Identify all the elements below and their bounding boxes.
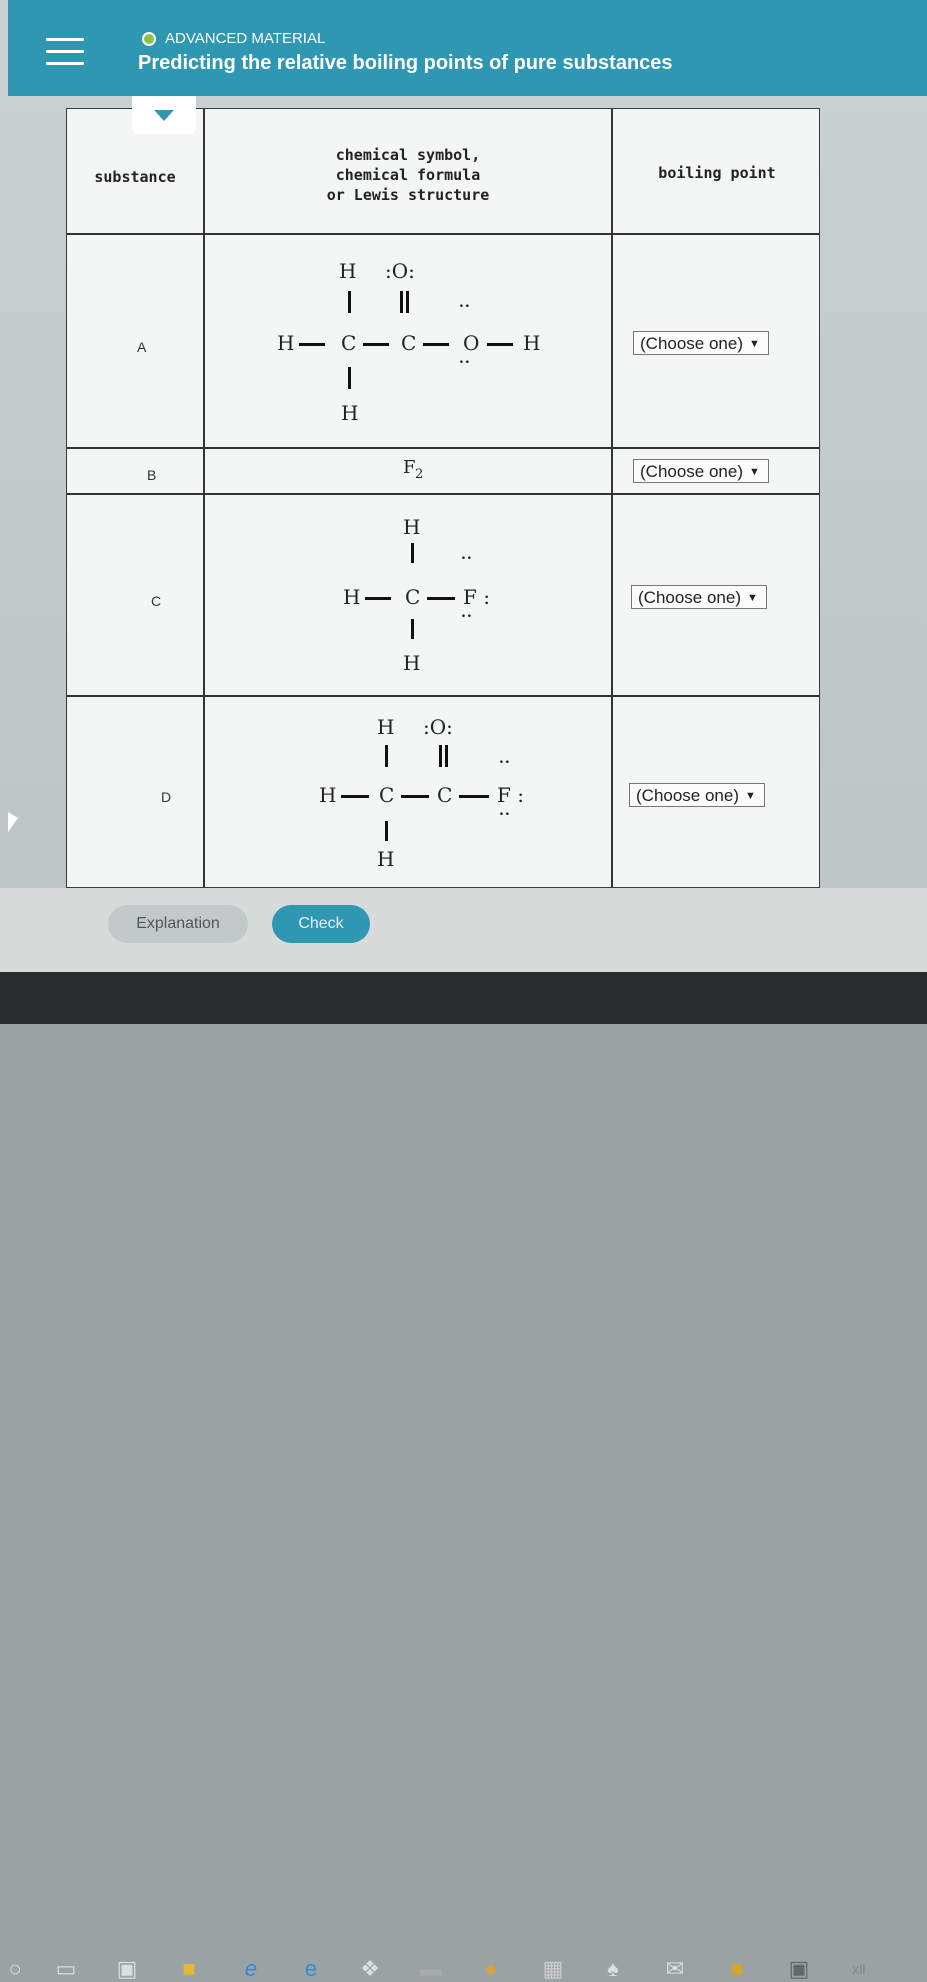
page-title: Predicting the relative boiling points of pure substances [138,52,673,74]
section-label [142,30,325,47]
column-divider [611,109,613,887]
app-icon[interactable]: ▬ [420,1956,442,1981]
bond [299,343,325,346]
bond [459,795,489,798]
boiling-point-select-b[interactable] [633,459,769,483]
ie-icon[interactable]: e [304,1956,318,1981]
excel-icon[interactable]: xⅡ [852,1961,866,1977]
atom-c: C [437,783,453,807]
bond [427,597,455,600]
bond [341,795,369,798]
bond [445,745,448,767]
boiling-point-select-d[interactable] [629,783,765,807]
solitaire-icon[interactable]: ♠ [607,1956,619,1981]
substance-label: C [151,593,162,609]
atom-o-carbonyl: :O: [423,715,453,739]
atom-h-top: H [403,515,421,539]
boiling-point-select-c[interactable] [631,585,767,609]
mouse-cursor-icon [8,812,18,832]
header-boiling-point: boiling point [658,164,776,182]
substance-label: D [161,789,172,805]
taskbar [0,972,927,1981]
bond [365,597,391,600]
atom-f: F : [463,585,490,609]
dropdown-arrow-icon: ▼ [747,592,758,604]
cortana-circle-icon[interactable]: ○ [8,1956,22,1981]
header-substance: substance [94,168,176,186]
bond [406,291,409,313]
atom-c: C [401,331,417,355]
select-value: (Choose one) [636,786,740,805]
lone-pair: .. [461,547,473,563]
section-label-text: ADVANCED MATERIAL [165,30,326,47]
app-window [0,0,927,972]
chrome-icon[interactable]: ● [484,1956,498,1981]
dropbox-icon[interactable]: ❖ [360,1956,380,1981]
row-divider [67,233,819,235]
file-explorer-icon[interactable]: ■ [182,1956,196,1981]
atom-h: H [277,331,295,355]
store-icon[interactable]: ▣ [116,1956,138,1981]
column-divider [203,109,205,887]
mail-icon[interactable]: ✉ [665,1956,685,1981]
atom-h-top: H [339,259,357,283]
boiling-point-select-a[interactable] [633,331,769,355]
word-icon[interactable]: ▣ [788,1956,810,1981]
atom-h-bottom: H [377,847,395,871]
bond [348,367,351,389]
menu-icon[interactable] [46,38,84,68]
header-structure-line1: chemical symbol, [335,146,481,164]
substances-table [66,108,820,888]
dropdown-arrow-icon: ▼ [745,790,756,802]
substance-label: B [147,467,157,483]
edge-icon[interactable]: e [244,1956,258,1981]
explanation-button[interactable]: Explanation [108,905,248,943]
formula-subscript: 2 [415,467,424,482]
lone-pair: .. [461,605,473,621]
top-header [8,0,927,96]
atom-h: H [523,331,541,355]
lone-pair: .. [459,295,471,311]
atom-c: C [405,585,421,609]
calculator-icon[interactable]: ▦ [542,1956,564,1981]
collapse-tab[interactable] [132,96,196,134]
lone-pair: .. [459,351,471,367]
bond [411,543,414,563]
atom-o: O [463,331,480,355]
atom-c: C [341,331,357,355]
header-structure-line3: or Lewis structure [326,186,490,204]
select-value: (Choose one) [638,588,742,607]
bond [400,291,403,313]
bond [385,745,388,767]
atom-h: H [319,783,337,807]
check-button[interactable]: Check [272,905,370,943]
atom-h-top: H [377,715,395,739]
task-view-icon[interactable]: ▭ [55,1956,77,1981]
sticky-icon[interactable]: ■ [730,1956,744,1981]
bond [411,619,414,639]
bond [487,343,513,346]
status-dot-icon [142,32,156,46]
row-divider [67,493,819,495]
header-structure [205,145,611,205]
bond [385,821,388,841]
bond [363,343,389,346]
bond [348,291,351,313]
bond [423,343,449,346]
bond [401,795,429,798]
atom-o-carbonyl: :O: [385,259,415,283]
select-value: (Choose one) [640,334,744,353]
select-value: (Choose one) [640,462,744,481]
formula-symbol: F [403,457,416,478]
bond [439,745,442,767]
chevron-down-icon [154,110,174,121]
row-divider [67,447,819,449]
dropdown-arrow-icon: ▼ [749,338,760,350]
atom-f: F : [497,783,524,807]
lone-pair: .. [499,803,511,819]
lone-pair: .. [499,751,511,767]
header-structure-line2: chemical formula [335,166,481,184]
row-divider [67,695,819,697]
substance-label: A [137,339,147,355]
atom-h: H [343,585,361,609]
atom-c: C [379,783,395,807]
atom-h-bottom: H [403,651,421,675]
dropdown-arrow-icon: ▼ [749,466,760,478]
atom-h-bottom: H [341,401,359,425]
